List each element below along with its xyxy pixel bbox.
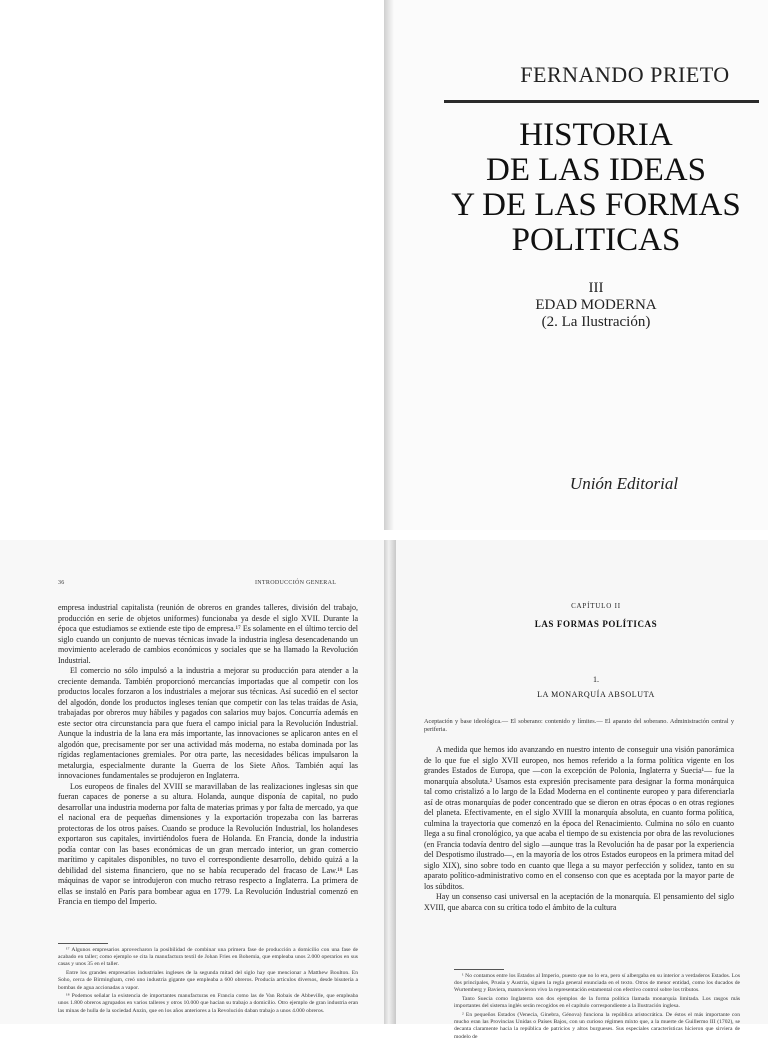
running-head: INTRODUCCIÓN GENERAL [255, 580, 337, 586]
spread-gap [0, 530, 768, 540]
title-rule [444, 100, 759, 103]
footnote: ¹ No contamos entre los Estados al Imperio, puesto que no lo era, pero sí albergaba en su interior a verdaderos Estados. Los dos principales, Prusia y Austria, siguen la regla general enunciada en el texto. Otros de menor entidad, como los ducados de Wurtemberg y Baviera, mantuvieron vivo la representación estamental con efectivo control sobre los tributos. [454, 973, 740, 994]
book-gutter [384, 540, 396, 1024]
chapter-label: CAPÍTULO II [571, 602, 621, 610]
volume-number: III [588, 280, 604, 296]
volume-title: EDAD MODERNA [535, 297, 657, 313]
section-title: LA MONARQUÍA ABSOLUTA [537, 690, 655, 699]
right-page-footnotes [454, 973, 740, 1040]
section-summary: Aceptación y base ideológica.— El soberano: contenido y límites.— El aparato del soberano. Administración central y periferia. [424, 718, 734, 733]
book-title [436, 118, 756, 258]
footnote: Tanto Suecia como Inglaterra son dos ejemplos de la forma política llamada monarquía limitada. Los rasgos más importantes del sistema inglés serán recogidos en el capítulo correspondiente a la Ilustración inglesa. [454, 996, 740, 1010]
book-title-line: HISTORIA [519, 117, 673, 153]
blank-area [0, 0, 384, 530]
paragraph: empresa industrial capitalista (reunión de obreros en grandes talleres, división del trabajo, producción en serie de objetos uniformes) funcionaba ya desde el siglo XVII. Durante la época que estudiamos se extiende este tipo de empresa.¹⁷ Es solamente en el último tercio del siglo cuando un conjunto de nuevas técnicas invade la industria inglesa desencadenando un movimiento acelerado de cambios económicos y sociales que se ha llamado la Revolución Industrial. [58, 603, 358, 665]
footnote: ¹⁸ Podemos señalar la existencia de importantes manufacturas en Francia como las de Van Robais de Abbeville, que empleaba unos 1.800 obreros agrupados en varios talleres y otros 10.000 que hacían su trabajo a domicilio. Otro ejemplo de gran industria eran las minas de hulla de la sociedad Anzin, que en los años anteriores a la Revolución daban trabajo a unos 4.000 obreros. [58, 993, 358, 1014]
footnote: Entre los grandes empresarios industriales ingleses de la segunda mitad del siglo hay que mencionar a Matthew Boulton. En Soho, cerca de Birmingham, creó uno industria gigante que empleaba a 600 obreros. Producía artículos diversos, desde bisutería a bombas de agua accionadas a vapor. [58, 970, 358, 991]
page-edge-shadow [384, 0, 394, 530]
left-page-footnotes [58, 947, 358, 1024]
paragraph: A medida que hemos ido avanzando en nuestro intento de conseguir una visión panorámica de lo que fue el siglo XVII europeo, nos hemos referido a la forma política vigente en los grandes Estados de Europa, que —con la excepción de Polonia, Inglaterra y Suecia¹— fue la monarquía absoluta.² Usamos esta expresión precisamente para designar la forma monárquica tal como cristalizó a lo largo de la Edad Moderna en el continente europeo y para diferenciarla así de otras monarquías de poder concentrado que se dieron en otras épocas o en otras regiones del planeta. Efectivamente, en el siglo XVIII la monarquía absoluta, en cuanto forma política, culmina la trayectoria que comenzó en la época del Renacimiento. Culmina no sólo en cuanto llega a su final cronológico, ya que acaba el tiempo de su existencia por obra de las revoluciones (en Francia todavía dentro del siglo —aunque tras la Revolución ha de pasar por la experiencia del Despotismo ilustrado—, en la mayoría de los otros Estados europeos en la primera mitad del siglo XIX), sino sobre todo en cuanto que llega a su mayor perfección y solidez, tanto en su aparato político-administrativo como en el consenso con que es aceptada por la mayor parte de los súbditos. [424, 745, 734, 891]
footnote-rule [58, 943, 108, 944]
volume-info [476, 280, 716, 331]
left-page [0, 540, 384, 1024]
left-page-body [58, 603, 358, 936]
section-number: 1. [593, 675, 599, 684]
paragraph: Hay un consenso casi universal en la aceptación de la monarquía. El pensamiento del siglo XVIII, que abarca con su crítica todo el ámbito de la cultura [424, 892, 734, 912]
right-page-body [424, 745, 734, 963]
right-page [396, 540, 768, 1040]
title-page [384, 0, 768, 530]
chapter-title: LAS FORMAS POLÍTICAS [534, 619, 658, 629]
volume-subtitle: (2. La Ilustración) [541, 314, 651, 330]
book-title-line: DE LAS IDEAS [486, 152, 706, 188]
book-title-line: Y DE LAS FORMAS [451, 187, 741, 223]
author-name: FERNANDO PRIETO [520, 62, 730, 87]
book-title-line: POLITICAS [511, 222, 681, 258]
paragraph: Los europeos de finales del XVIII se maravillaban de las realizaciones inglesas sin que fueran capaces de ponerse a su altura. Holanda, aunque disponía de capital, no pudo desarrollar una industria moderna por falta de materias primas y por falta de mercado, ya que el nacional era de pequeñas dimensiones y la exportación tropezaba con las barreras protectoras de los otros países. Cuando se produce la Revolución Industrial, los holandeses exportaron sus capitales, invirtiéndolos fuera de Holanda. En Francia, donde la industria podía contar con las bases económicas de un gran mercado interior, un gran comercio marítimo y capitales disponibles, no tuvo el correspondiente desarrollo, debido quizá a la debilidad del sistema financiero, que no se había recuperado del fracaso de Law.¹⁸ Las máquinas de vapor se introdujeron con mucho retraso respecto a Inglaterra. La primera de ellas se instaló en París para bombear agua en 1779. La Revolución Industrial comenzó en Francia en tiempo del Imperio. [58, 781, 358, 906]
footnote: ² En pequeños Estados (Venecia, Ginebra, Génova) funciona la república aristocrática. De éstos el más importante con mucho eran las Provincias Unidas o Países Bajos, con un curioso régimen mixto que, a la muerte de Guillermo III (1702), se decanta claramente hacia la república de patricios y altos burgueses. Sus especiales características hicieron que sirviera de modelo de [454, 1012, 740, 1040]
publisher-name: Unión Editorial [569, 474, 679, 493]
footnote: ¹⁷ Algunos empresarios aprovecharon la posibilidad de combinar una primera fase de producción a domicilio con una fase de acabado en taller; como ejemplo se cita la manufactura textil de Johan Fries en Bohemia, que empleaba unos 2.000 operarios en sus casas y unos 35 en el taller. [58, 947, 358, 968]
paragraph: El comercio no sólo impulsó a la industria a mejorar su producción para atender a la creciente demanda. También proporcionó mercancías importadas que al competir con los productos locales forzaron a los industriales a mejorar sus técnicas. Así sucedió en el sector del algodón, donde los productos ingleses tenían que competir con las telas traídas de Asia, trabajadas por obreros muy hábiles y pagados con salarios muy bajos. Concurría además en este sector otra circunstancia para que fuera el campo inicial para la Revolución Industrial. Aunque la industria de la lana era más importante, las innovaciones se aplicaron antes en el algodón que, precisamente por ser una actividad más moderna, no estaba dominada por las rígidas reglamentaciones gremiales. Por otra parte, las necesidades bélicas impulsaron la metalurgia, especialmente durante la Guerra de los Siete Años. También aquí las innovaciones fundamentales se produjeron en Inglaterra. [58, 666, 358, 780]
footnote-rule [454, 969, 504, 970]
page-number: 36 [58, 580, 65, 586]
